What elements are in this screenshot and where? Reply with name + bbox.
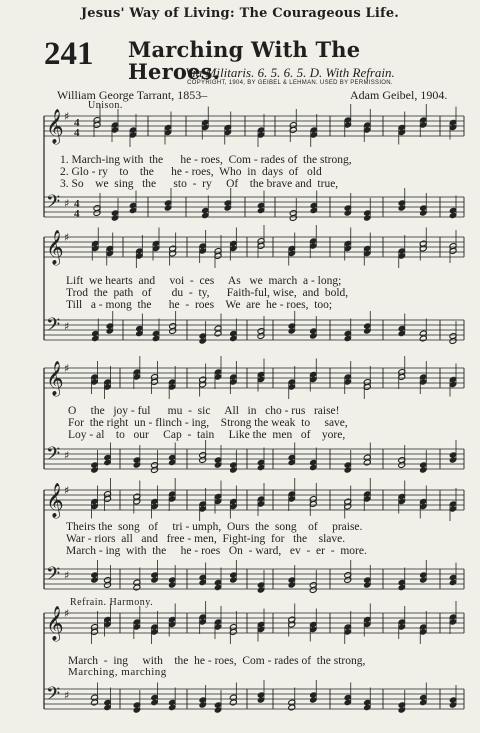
treble-staff-1 bbox=[44, 104, 464, 147]
lyric-line: 2. Glo - ry to the he - roes, Who in days of old bbox=[60, 166, 322, 178]
lyric-line: War - riors all and free - men, Fight-ing for the slave. bbox=[66, 533, 346, 545]
refrain-label: Refrain. Harmony. bbox=[70, 597, 154, 608]
lyric-line: Lift we hearts and voi - ces As we march a - long; bbox=[66, 275, 342, 287]
bass-staff-1 bbox=[44, 188, 464, 221]
tune-meter: Via Militaris. 6. 5. 6. 5. D. With Refrain. bbox=[185, 65, 395, 80]
key-signature-sharp-icon: ♯ bbox=[64, 569, 70, 582]
bass-staff-4 bbox=[44, 560, 464, 593]
key-signature-sharp-icon: ♯ bbox=[64, 449, 70, 462]
lyric-line: O the joy - ful mu - sic All in cho - rus raise! bbox=[68, 405, 340, 417]
words-credit: William George Tarrant, 1853– bbox=[57, 88, 208, 102]
lyric-line: 3. So we sing the sto - ry Of the brave and true, bbox=[60, 178, 339, 190]
treble-clef-icon: 𝄞 bbox=[46, 483, 64, 518]
key-signature-sharp-icon: ♯ bbox=[64, 362, 70, 375]
key-signature-sharp-icon: ♯ bbox=[64, 110, 70, 123]
key-signature-sharp-icon: ♯ bbox=[64, 231, 70, 244]
key-signature-sharp-icon: ♯ bbox=[64, 689, 70, 702]
key-signature-sharp-icon: ♯ bbox=[64, 607, 70, 620]
bass-clef-icon: 𝄢 bbox=[46, 315, 61, 340]
lyric-line: March - ing with the he - roes, Com - rades of the strong, bbox=[68, 655, 366, 667]
bass-staff-3 bbox=[44, 440, 464, 473]
time-signature-top: 4 bbox=[74, 198, 80, 210]
time-signature-bottom: 4 bbox=[74, 208, 80, 220]
treble-clef-icon: 𝄞 bbox=[46, 606, 64, 641]
hymn-title: Marching With The Heroes. bbox=[128, 37, 361, 84]
treble-clef-icon: 𝄞 bbox=[46, 361, 64, 396]
copyright-notice: COPYRIGHT, 1904, BY GEIBEL & LEHMAN. USED BY PERMISSION. bbox=[187, 80, 393, 86]
lyric-line: 1. March-ing with the he - roes, Com - rades of the strong, bbox=[60, 154, 352, 166]
music-credit: Adam Geibel, 1904. bbox=[350, 88, 448, 102]
treble-clef-icon: 𝄞 bbox=[46, 109, 64, 144]
time-signature-top: 4 bbox=[74, 117, 80, 129]
key-signature-sharp-icon: ♯ bbox=[64, 484, 70, 497]
key-signature-sharp-icon: ♯ bbox=[64, 320, 70, 333]
unison-label: Unison. bbox=[88, 100, 123, 111]
bass-staff-2 bbox=[44, 311, 464, 344]
key-signature-sharp-icon: ♯ bbox=[64, 197, 70, 210]
treble-staff-2 bbox=[44, 225, 464, 268]
lyric-line: Till a - mong the he - roes We are he - roes, too; bbox=[66, 299, 333, 311]
running-head: Jesus' Way of Living: The Courageous Life. bbox=[80, 6, 400, 21]
treble-staff-5 bbox=[44, 601, 464, 644]
lyric-line: Trod the path of du - ty, Faith-ful, wise, and bold, bbox=[66, 287, 349, 299]
lyric-line: March - ing with the he - roes On - ward, ev - er - more. bbox=[66, 545, 367, 557]
treble-staff-4 bbox=[44, 478, 464, 521]
bass-clef-icon: 𝄢 bbox=[46, 564, 61, 589]
treble-clef-icon: 𝄞 bbox=[46, 230, 64, 265]
bass-clef-icon: 𝄢 bbox=[46, 192, 61, 217]
treble-staff-3 bbox=[44, 356, 464, 399]
lyric-line: For the right un - flinch - ing, Strong the weak to save, bbox=[68, 417, 348, 429]
lyric-line: Theirs the song of tri - umph, Ours the song of praise. bbox=[66, 521, 363, 533]
bass-clef-icon: 𝄢 bbox=[46, 684, 61, 709]
bass-clef-icon: 𝄢 bbox=[46, 444, 61, 469]
lyric-line: Loy - al to our Cap - tain Like the men of yore, bbox=[68, 429, 346, 441]
hymn-number: 241 bbox=[44, 36, 94, 72]
bass-staff-5 bbox=[44, 680, 464, 713]
time-signature-bottom: 4 bbox=[74, 127, 80, 139]
bass-part-label: Marching, marching bbox=[68, 666, 167, 678]
